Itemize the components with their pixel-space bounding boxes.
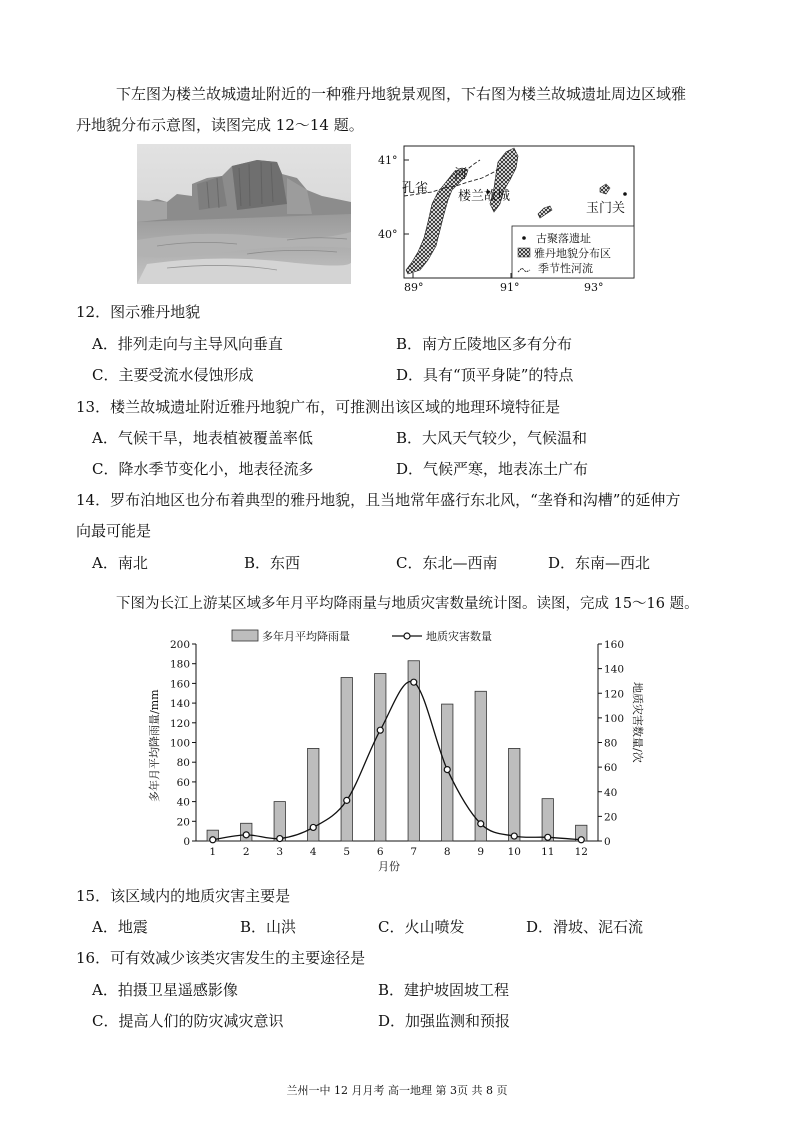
q15-option-d[interactable]: D．滑坡、泥石流: [526, 918, 644, 936]
disaster-point: [243, 832, 249, 838]
q13-option-b[interactable]: B．大风天气较少，气候温和: [396, 429, 588, 447]
disaster-point: [310, 824, 316, 830]
question-number: 16．: [76, 949, 111, 967]
rainfall-bar: [375, 674, 386, 841]
q14-option-c[interactable]: C．东北—西南: [396, 554, 498, 572]
question-stem: 楼兰故城遗址附近雅丹地貌广布，可推测出该区域的地理环境特征是: [110, 398, 561, 416]
x-tick-label: 3: [276, 846, 284, 858]
question-15: [76, 886, 290, 906]
q16-option-c[interactable]: C．提高人们的防灾减灾意识: [92, 1012, 284, 1030]
question-stem: 罗布泊地区也分布着典型的雅丹地貌，且当地常年盛行东北风，“垄脊和沟槽”的延伸方: [110, 491, 681, 509]
q15-option-a[interactable]: A．地震: [92, 918, 148, 936]
legend-yardang: 雅丹地貌分布区: [534, 247, 611, 260]
y-tick-label: 120: [169, 717, 190, 730]
y2-axis-label: 地质灾害数量/次: [631, 682, 644, 763]
y-tick-label: 140: [169, 698, 190, 711]
settlement-site-yumen: [623, 192, 627, 196]
y-tick-label: 160: [169, 678, 190, 691]
q13-option-c[interactable]: C．降水季节变化小，地表径流多: [92, 460, 314, 478]
x-tick-label: 10: [507, 846, 521, 858]
y2-tick-label: 0: [604, 836, 611, 848]
x-tick-label: 8: [443, 846, 451, 858]
question-16: [76, 948, 365, 968]
label-yumen: 玉门关: [586, 201, 626, 216]
y-tick-label: 80: [176, 757, 190, 770]
disaster-point: [545, 834, 551, 840]
x-tick-label: 11: [541, 846, 555, 858]
y2-tick-label: 140: [604, 663, 625, 676]
lat-41: 41°: [378, 154, 398, 167]
disaster-point: [444, 767, 450, 773]
lon-93: 93°: [584, 281, 604, 292]
lon-91: 91°: [500, 281, 520, 292]
intro-line-1: 下左图为楼兰故城遗址附近的一种雅丹地貌景观图，下右图为楼兰故城遗址周边区域雅: [116, 85, 687, 103]
x-tick-label: 4: [309, 846, 317, 858]
y-tick-label: 60: [176, 776, 190, 789]
question-number: 12．: [76, 303, 111, 321]
q16-option-d[interactable]: D．加强监测和预报: [378, 1012, 511, 1030]
q12-option-a[interactable]: A．排列走向与主导风向垂直: [92, 335, 283, 353]
y2-tick-label: 80: [604, 737, 618, 750]
q12-option-d[interactable]: D．具有“顶平身陡”的特点: [396, 366, 574, 384]
y-tick-label: 40: [176, 796, 190, 809]
lat-40: 40°: [378, 228, 398, 241]
y-tick-label: 180: [169, 658, 190, 671]
x-tick-label: 12: [574, 846, 588, 858]
disaster-point: [277, 836, 283, 842]
question-14-cont: 向最可能是: [76, 522, 152, 540]
question-number: 13．: [76, 398, 111, 416]
rainfall-bar: [341, 677, 352, 841]
q14-option-b[interactable]: B．东西: [244, 554, 301, 572]
label-loulan: 楼兰故城: [458, 189, 511, 204]
disaster-point: [478, 821, 484, 827]
question-stem: 该区域内的地质灾害主要是: [110, 887, 291, 905]
disaster-point: [210, 837, 216, 843]
disaster-point: [377, 727, 383, 733]
legend-line-label: 地质灾害数量: [426, 630, 492, 643]
q14-option-a[interactable]: A．南北: [92, 554, 148, 572]
q13-option-d[interactable]: D．气候严寒，地表冻土广布: [396, 460, 589, 478]
y2-tick-label: 100: [604, 712, 625, 725]
q15-option-b[interactable]: B．山洪: [240, 918, 297, 936]
rainfall-disaster-chart: [140, 622, 660, 877]
y2-tick-label: 120: [604, 688, 625, 701]
x-tick-label: 1: [209, 846, 217, 858]
rainfall-bar: [509, 748, 520, 841]
y2-tick-label: 160: [604, 639, 625, 651]
disaster-point: [511, 833, 517, 839]
question-14: [76, 490, 680, 510]
disaster-point: [578, 837, 584, 843]
legend-bar-label: 多年月平均降雨量: [262, 630, 350, 643]
legend-river: 季节性河流: [538, 262, 593, 275]
disaster-point: [344, 797, 350, 803]
question-13: [76, 397, 560, 417]
y2-tick-label: 60: [604, 762, 618, 775]
yardang-photo: [137, 144, 351, 284]
q13-option-a[interactable]: A．气候干旱，地表植被覆盖率低: [92, 429, 313, 447]
q15-option-c[interactable]: C．火山喷发: [378, 918, 465, 936]
legend-settlement: 古聚落遗址: [536, 232, 591, 245]
q14-option-d[interactable]: D．东南—西北: [548, 554, 651, 572]
q12-option-c[interactable]: C．主要受流水侵蚀形成: [92, 366, 254, 384]
disaster-line: [213, 681, 582, 839]
question-stem: 图示雅丹地貌: [110, 303, 201, 321]
y2-tick-label: 20: [604, 811, 618, 824]
disaster-point: [411, 679, 417, 685]
y2-tick-label: 40: [604, 786, 618, 799]
x-tick-label: 5: [343, 846, 351, 858]
question-number: 14．: [76, 491, 111, 509]
legend-bar-swatch: [232, 630, 258, 641]
question-12: [76, 302, 200, 322]
x-tick-label: 9: [477, 846, 485, 858]
x-axis-label: 月份: [378, 860, 400, 873]
x-tick-label: 6: [376, 846, 384, 858]
intro-2: 下图为长江上游某区域多年月平均降雨量与地质灾害数量统计图。读图，完成 15～16 题。: [116, 596, 699, 612]
x-tick-label: 2: [242, 846, 250, 858]
question-stem: 可有效减少该类灾害发生的主要途径是: [110, 949, 366, 967]
q16-option-a[interactable]: A．拍摄卫星遥感影像: [92, 981, 238, 999]
q12-option-b[interactable]: B．南方丘陵地区多有分布: [396, 335, 573, 353]
y-tick-label: 100: [169, 737, 190, 750]
question-number: 15．: [76, 887, 111, 905]
x-tick-label: 7: [410, 846, 418, 858]
label-he: 河: [454, 167, 468, 182]
q16-option-b[interactable]: B．建护坡固坡工程: [378, 981, 510, 999]
intro-line-2: 丹地貌分布示意图，读图完成 12～14 题。: [76, 116, 364, 134]
y-tick-label: 20: [176, 816, 190, 829]
y-tick-label: 200: [169, 639, 190, 651]
y-axis-label: 多年月平均降雨量/mm: [148, 689, 161, 802]
label-kongque: 孔雀: [402, 181, 429, 196]
lon-89: 89°: [404, 281, 424, 292]
yardang-distribution-map: [378, 142, 638, 292]
y-tick-label: 0: [183, 836, 190, 848]
page-footer: 兰州一中 12 月月考 高一地理 第 3页 共 8 页: [286, 1084, 508, 1097]
